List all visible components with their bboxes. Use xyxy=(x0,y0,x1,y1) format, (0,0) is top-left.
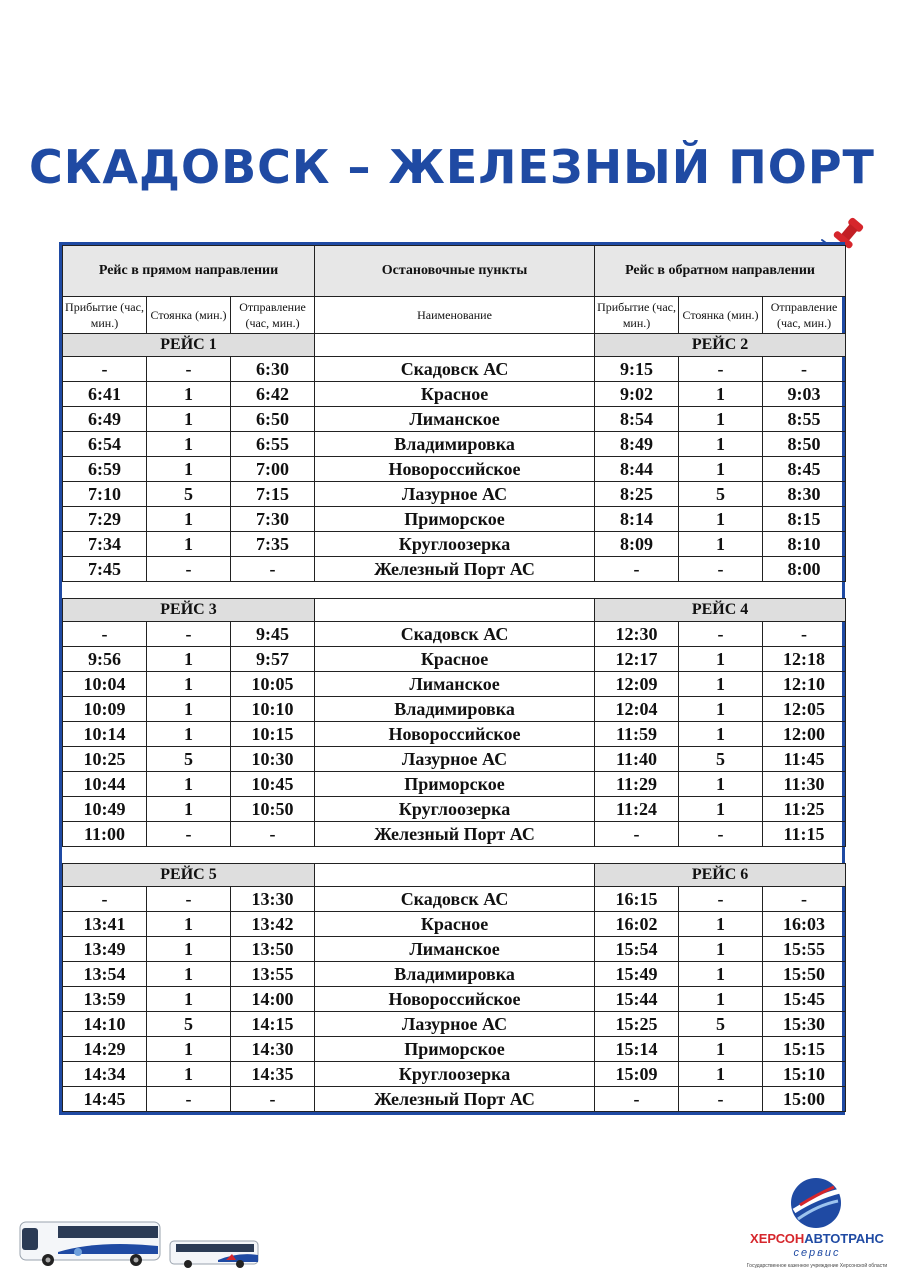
company-subtitle: сервис xyxy=(793,1247,841,1259)
return-departure-cell: 12:10 xyxy=(763,672,846,697)
departure-cell: 10:05 xyxy=(231,672,315,697)
stay-cell: 1 xyxy=(147,432,231,457)
return-departure-cell: 15:00 xyxy=(763,1087,846,1112)
arrival-cell: 10:49 xyxy=(63,797,147,822)
departure-cell: - xyxy=(231,822,315,847)
departure-cell: 14:00 xyxy=(231,987,315,1012)
return-arrival-cell: 8:54 xyxy=(595,407,679,432)
table-row xyxy=(63,797,846,822)
bus-icon xyxy=(168,1238,260,1270)
stop-name-cell: Красное xyxy=(315,382,595,407)
departure-cell: 13:55 xyxy=(231,962,315,987)
arrival-cell: 14:34 xyxy=(63,1062,147,1087)
return-arrival-cell: 8:49 xyxy=(595,432,679,457)
stay-cell: 1 xyxy=(147,532,231,557)
return-stay-cell: - xyxy=(679,357,763,382)
departure-cell: 9:57 xyxy=(231,647,315,672)
return-departure-cell: 15:10 xyxy=(763,1062,846,1087)
arrival-cell: 9:56 xyxy=(63,647,147,672)
departure-cell: 6:55 xyxy=(231,432,315,457)
return-arrival-cell: 8:44 xyxy=(595,457,679,482)
stop-name-cell: Круглоозерка xyxy=(315,1062,595,1087)
return-arrival-cell: 9:02 xyxy=(595,382,679,407)
header-row xyxy=(63,246,846,297)
stay-cell: 1 xyxy=(147,672,231,697)
departure-cell: 6:30 xyxy=(231,357,315,382)
table-row xyxy=(63,1037,846,1062)
return-departure-cell: 8:45 xyxy=(763,457,846,482)
backward-direction-header: Рейс в обратном направлении xyxy=(595,246,846,297)
departure-cell: 7:35 xyxy=(231,532,315,557)
table-row xyxy=(63,1087,846,1112)
table-row xyxy=(63,672,846,697)
trip-blank-cell xyxy=(315,599,595,622)
departure-cell: 14:30 xyxy=(231,1037,315,1062)
stop-name-cell: Круглоозерка xyxy=(315,532,595,557)
company-caption: Государственное казенное учреждение Херсонской области xyxy=(746,1263,888,1269)
table-row xyxy=(63,822,846,847)
return-stay-cell: 1 xyxy=(679,912,763,937)
stop-name-cell: Лиманское xyxy=(315,937,595,962)
table-row xyxy=(63,912,846,937)
table-row xyxy=(63,622,846,647)
stay-cell: 1 xyxy=(147,772,231,797)
arrival-cell: 6:59 xyxy=(63,457,147,482)
stay-cell: 5 xyxy=(147,747,231,772)
page-title: СКАДОВСК – ЖЕЛЕЗНЫЙ ПОРТ xyxy=(29,140,875,194)
departure-cell: 14:15 xyxy=(231,1012,315,1037)
trip-backward-label: РЕЙС 2 xyxy=(595,334,846,357)
return-stay-cell: 1 xyxy=(679,432,763,457)
return-departure-cell: - xyxy=(763,887,846,912)
return-stay-cell: 1 xyxy=(679,382,763,407)
stop-name-cell: Приморское xyxy=(315,1037,595,1062)
return-arrival-cell: 15:09 xyxy=(595,1062,679,1087)
return-arrival-cell: - xyxy=(595,822,679,847)
departure-cell: 13:42 xyxy=(231,912,315,937)
return-arrival-cell: - xyxy=(595,557,679,582)
return-stay-cell: 5 xyxy=(679,1012,763,1037)
departure-cell: 10:45 xyxy=(231,772,315,797)
return-stay-cell: 1 xyxy=(679,962,763,987)
return-stay-cell: 1 xyxy=(679,1037,763,1062)
arrival-header: Прибытие (час, мин.) xyxy=(595,297,679,334)
stay-cell: 1 xyxy=(147,987,231,1012)
departure-cell: 10:15 xyxy=(231,722,315,747)
arrival-cell: 10:25 xyxy=(63,747,147,772)
return-departure-cell: 11:30 xyxy=(763,772,846,797)
return-stay-cell: 1 xyxy=(679,507,763,532)
trip-blank-cell xyxy=(315,334,595,357)
stay-cell: 1 xyxy=(147,722,231,747)
table-row xyxy=(63,1012,846,1037)
return-departure-cell: 15:30 xyxy=(763,1012,846,1037)
return-departure-cell: 8:10 xyxy=(763,532,846,557)
arrival-cell: 13:59 xyxy=(63,987,147,1012)
table-row xyxy=(63,962,846,987)
departure-cell: 6:50 xyxy=(231,407,315,432)
stay-cell: 1 xyxy=(147,407,231,432)
return-stay-cell: 1 xyxy=(679,1062,763,1087)
return-departure-cell: 15:55 xyxy=(763,937,846,962)
return-arrival-cell: 8:09 xyxy=(595,532,679,557)
table-row xyxy=(63,697,846,722)
return-arrival-cell: 12:09 xyxy=(595,672,679,697)
table-row xyxy=(63,887,846,912)
departure-cell: - xyxy=(231,557,315,582)
arrival-cell: 10:44 xyxy=(63,772,147,797)
forward-direction-header: Рейс в прямом направлении xyxy=(63,246,315,297)
stay-cell: 1 xyxy=(147,1037,231,1062)
departure-cell: 7:00 xyxy=(231,457,315,482)
return-stay-cell: 1 xyxy=(679,937,763,962)
return-departure-cell: 12:00 xyxy=(763,722,846,747)
stay-cell: - xyxy=(147,887,231,912)
arrival-cell: 14:45 xyxy=(63,1087,147,1112)
stay-cell: 1 xyxy=(147,457,231,482)
return-stay-cell: 1 xyxy=(679,772,763,797)
arrival-cell: - xyxy=(63,887,147,912)
table-row xyxy=(63,507,846,532)
arrival-cell: 10:04 xyxy=(63,672,147,697)
stay-cell: 1 xyxy=(147,697,231,722)
table-row xyxy=(63,357,846,382)
departure-header: Отправление (час, мин.) xyxy=(763,297,846,334)
stay-cell: 1 xyxy=(147,962,231,987)
stay-cell: 5 xyxy=(147,482,231,507)
departure-cell: 13:50 xyxy=(231,937,315,962)
stop-name-cell: Круглоозерка xyxy=(315,797,595,822)
trip-header-row xyxy=(63,864,846,887)
departure-cell: 13:30 xyxy=(231,887,315,912)
arrival-cell: 14:29 xyxy=(63,1037,147,1062)
stay-cell: 1 xyxy=(147,912,231,937)
stay-header: Стоянка (мин.) xyxy=(679,297,763,334)
arrival-cell: 10:14 xyxy=(63,722,147,747)
return-arrival-cell: 15:25 xyxy=(595,1012,679,1037)
return-departure-cell: 8:55 xyxy=(763,407,846,432)
return-arrival-cell: - xyxy=(595,1087,679,1112)
departure-header: Отправление (час, мин.) xyxy=(231,297,315,334)
return-arrival-cell: 9:15 xyxy=(595,357,679,382)
departure-cell: - xyxy=(231,1087,315,1112)
stop-name-cell: Приморское xyxy=(315,507,595,532)
stay-cell: 1 xyxy=(147,1062,231,1087)
return-arrival-cell: 15:49 xyxy=(595,962,679,987)
return-departure-cell: 8:00 xyxy=(763,557,846,582)
subheader-row xyxy=(63,297,846,334)
arrival-cell: 6:41 xyxy=(63,382,147,407)
arrival-cell: 6:49 xyxy=(63,407,147,432)
spacer-cell xyxy=(63,847,846,864)
return-arrival-cell: 15:14 xyxy=(595,1037,679,1062)
stop-name-cell: Лазурное АС xyxy=(315,482,595,507)
company-logo-icon xyxy=(790,1177,842,1229)
trip-forward-label: РЕЙС 5 xyxy=(63,864,315,887)
bus-icon xyxy=(18,1218,162,1268)
table-row xyxy=(63,457,846,482)
arrival-cell: 6:54 xyxy=(63,432,147,457)
block-spacer xyxy=(63,847,846,864)
stop-name-cell: Красное xyxy=(315,647,595,672)
return-arrival-cell: 12:17 xyxy=(595,647,679,672)
return-departure-cell: - xyxy=(763,357,846,382)
name-header: Наименование xyxy=(315,297,595,334)
departure-cell: 10:30 xyxy=(231,747,315,772)
return-stay-cell: 1 xyxy=(679,457,763,482)
stay-cell: 1 xyxy=(147,647,231,672)
timetable xyxy=(59,242,845,1115)
return-departure-cell: 8:50 xyxy=(763,432,846,457)
departure-cell: 9:45 xyxy=(231,622,315,647)
stay-cell: - xyxy=(147,557,231,582)
stay-cell: - xyxy=(147,1087,231,1112)
return-arrival-cell: 11:29 xyxy=(595,772,679,797)
arrival-cell: 7:45 xyxy=(63,557,147,582)
block-spacer xyxy=(63,582,846,599)
table-row xyxy=(63,772,846,797)
return-arrival-cell: 11:59 xyxy=(595,722,679,747)
stop-name-cell: Владимировка xyxy=(315,697,595,722)
return-departure-cell: 15:45 xyxy=(763,987,846,1012)
table-row xyxy=(63,1062,846,1087)
stop-name-cell: Железный Порт АС xyxy=(315,822,595,847)
trip-header-row xyxy=(63,599,846,622)
return-departure-cell: 12:18 xyxy=(763,647,846,672)
table-row xyxy=(63,747,846,772)
return-stay-cell: 5 xyxy=(679,482,763,507)
table-row xyxy=(63,722,846,747)
trip-backward-label: РЕЙС 4 xyxy=(595,599,846,622)
return-departure-cell: 15:50 xyxy=(763,962,846,987)
stops-header: Остановочные пункты xyxy=(315,246,595,297)
stay-cell: - xyxy=(147,357,231,382)
arrival-cell: 14:10 xyxy=(63,1012,147,1037)
spacer-cell xyxy=(63,582,846,599)
trip-header-row xyxy=(63,334,846,357)
return-stay-cell: - xyxy=(679,887,763,912)
return-arrival-cell: 15:44 xyxy=(595,987,679,1012)
table-row xyxy=(63,382,846,407)
table-row xyxy=(63,557,846,582)
arrival-cell: 7:10 xyxy=(63,482,147,507)
table-row xyxy=(63,407,846,432)
departure-cell: 10:10 xyxy=(231,697,315,722)
return-departure-cell: 8:30 xyxy=(763,482,846,507)
return-arrival-cell: 11:24 xyxy=(595,797,679,822)
stay-cell: 5 xyxy=(147,1012,231,1037)
stop-name-cell: Лазурное АС xyxy=(315,747,595,772)
stay-cell: 1 xyxy=(147,797,231,822)
company-name xyxy=(742,1231,892,1246)
return-stay-cell: 1 xyxy=(679,987,763,1012)
stay-cell: - xyxy=(147,622,231,647)
return-arrival-cell: 12:04 xyxy=(595,697,679,722)
stay-cell: - xyxy=(147,822,231,847)
stop-name-cell: Скадовск АС xyxy=(315,622,595,647)
stop-name-cell: Скадовск АС xyxy=(315,357,595,382)
return-departure-cell: 9:03 xyxy=(763,382,846,407)
departure-cell: 7:15 xyxy=(231,482,315,507)
return-stay-cell: 1 xyxy=(679,697,763,722)
stay-cell: 1 xyxy=(147,937,231,962)
arrival-header: Прибытие (час, мин.) xyxy=(63,297,147,334)
return-departure-cell: 11:25 xyxy=(763,797,846,822)
arrival-cell: 13:54 xyxy=(63,962,147,987)
table-row xyxy=(63,937,846,962)
stop-name-cell: Лиманское xyxy=(315,672,595,697)
trip-blank-cell xyxy=(315,864,595,887)
return-departure-cell: - xyxy=(763,622,846,647)
departure-cell: 10:50 xyxy=(231,797,315,822)
return-arrival-cell: 16:15 xyxy=(595,887,679,912)
stop-name-cell: Владимировка xyxy=(315,432,595,457)
stop-name-cell: Железный Порт АС xyxy=(315,557,595,582)
return-arrival-cell: 11:40 xyxy=(595,747,679,772)
return-stay-cell: 1 xyxy=(679,672,763,697)
trip-forward-label: РЕЙС 1 xyxy=(63,334,315,357)
return-stay-cell: 1 xyxy=(679,722,763,747)
trip-forward-label: РЕЙС 3 xyxy=(63,599,315,622)
stop-name-cell: Новороссийское xyxy=(315,987,595,1012)
trip-backward-label: РЕЙС 6 xyxy=(595,864,846,887)
company-logo xyxy=(742,1175,892,1275)
stop-name-cell: Приморское xyxy=(315,772,595,797)
departure-cell: 7:30 xyxy=(231,507,315,532)
arrival-cell: - xyxy=(63,622,147,647)
arrival-cell: 13:49 xyxy=(63,937,147,962)
return-stay-cell: 1 xyxy=(679,797,763,822)
return-departure-cell: 11:45 xyxy=(763,747,846,772)
arrival-cell: 7:29 xyxy=(63,507,147,532)
stop-name-cell: Новороссийское xyxy=(315,722,595,747)
stay-cell: 1 xyxy=(147,507,231,532)
return-stay-cell: 1 xyxy=(679,647,763,672)
stop-name-cell: Железный Порт АС xyxy=(315,1087,595,1112)
return-stay-cell: - xyxy=(679,1087,763,1112)
table-row xyxy=(63,987,846,1012)
stop-name-cell: Лиманское xyxy=(315,407,595,432)
stay-cell: 1 xyxy=(147,382,231,407)
stay-header: Стоянка (мин.) xyxy=(147,297,231,334)
return-departure-cell: 15:15 xyxy=(763,1037,846,1062)
return-stay-cell: - xyxy=(679,822,763,847)
return-stay-cell: 5 xyxy=(679,747,763,772)
return-arrival-cell: 8:14 xyxy=(595,507,679,532)
return-stay-cell: - xyxy=(679,557,763,582)
stop-name-cell: Красное xyxy=(315,912,595,937)
stop-name-cell: Владимировка xyxy=(315,962,595,987)
return-arrival-cell: 15:54 xyxy=(595,937,679,962)
company-name-red: ХЕРСОН xyxy=(750,1231,805,1246)
company-name-blue: АВТОТРАНС xyxy=(804,1231,884,1246)
table-row xyxy=(63,647,846,672)
return-arrival-cell: 16:02 xyxy=(595,912,679,937)
return-arrival-cell: 12:30 xyxy=(595,622,679,647)
stop-name-cell: Скадовск АС xyxy=(315,887,595,912)
arrival-cell: 10:09 xyxy=(63,697,147,722)
arrival-cell: 7:34 xyxy=(63,532,147,557)
return-departure-cell: 11:15 xyxy=(763,822,846,847)
return-departure-cell: 16:03 xyxy=(763,912,846,937)
table-row xyxy=(63,532,846,557)
stop-name-cell: Новороссийское xyxy=(315,457,595,482)
table-row xyxy=(63,482,846,507)
arrival-cell: 13:41 xyxy=(63,912,147,937)
departure-cell: 14:35 xyxy=(231,1062,315,1087)
departure-cell: 6:42 xyxy=(231,382,315,407)
table-row xyxy=(63,432,846,457)
arrival-cell: - xyxy=(63,357,147,382)
return-stay-cell: 1 xyxy=(679,532,763,557)
return-stay-cell: 1 xyxy=(679,407,763,432)
return-departure-cell: 8:15 xyxy=(763,507,846,532)
stop-name-cell: Лазурное АС xyxy=(315,1012,595,1037)
return-stay-cell: - xyxy=(679,622,763,647)
return-departure-cell: 12:05 xyxy=(763,697,846,722)
arrival-cell: 11:00 xyxy=(63,822,147,847)
return-arrival-cell: 8:25 xyxy=(595,482,679,507)
